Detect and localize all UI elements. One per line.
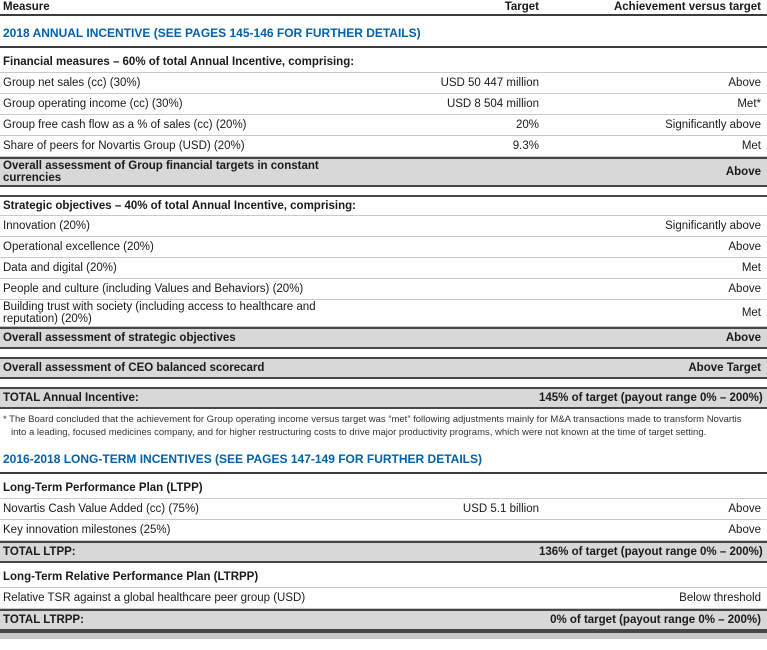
achievement-cell: Above	[728, 502, 761, 515]
target-cell: 20%	[515, 119, 539, 131]
measure-cell: Relative TSR against a global healthcare peer group (USD)	[3, 591, 306, 604]
measure-cell: Group operating income (cc) (30%)	[3, 98, 183, 110]
achievement-cell: 136% of target (payout range 0% – 200%)	[539, 545, 763, 558]
total-ltpp-row	[0, 541, 767, 563]
measure-cell: Key innovation milestones (25%)	[3, 523, 171, 536]
total-ltrpp-row	[0, 609, 767, 631]
achievement-cell: Above	[725, 166, 761, 178]
achievement-cell: Met	[741, 262, 761, 274]
target-cell: USD 5.1 billion	[462, 502, 539, 515]
total-annual-incentive-row	[0, 387, 767, 409]
measure-cell: Overall assessment of strategic objectives	[3, 332, 236, 344]
measure-cell: Overall assessment of Group financial targets in constant currencies	[3, 160, 319, 184]
group-label-text: Long-Term Performance Plan (LTPP)	[3, 481, 203, 494]
cutoff-next-row-strip	[0, 631, 767, 639]
achievement-cell: 0% of target (payout range 0% – 200%)	[550, 613, 761, 626]
group-label-ltrpp	[0, 567, 767, 588]
achievement-cell: Met	[741, 307, 761, 319]
measure-cell: Share of peers for Novartis Group (USD) (20%)	[3, 140, 245, 152]
group-label-text: Strategic objectives – 40% of total Annual Incentive, comprising:	[3, 200, 356, 212]
table-row	[0, 237, 767, 258]
measure-cell: Data and digital (20%)	[3, 262, 117, 274]
measure-cell: TOTAL LTRPP:	[3, 613, 84, 626]
column-header-target: Target	[504, 1, 539, 13]
overall-assessment-strategic-row	[0, 327, 767, 349]
measure-cell: TOTAL Annual Incentive:	[3, 392, 139, 404]
spacer	[0, 379, 767, 387]
table-row	[0, 588, 767, 609]
achievement-cell: Above Target	[688, 362, 761, 374]
table-row	[0, 520, 767, 541]
table-row	[0, 258, 767, 279]
achievement-cell: Above	[728, 283, 761, 295]
achievement-cell: Met	[741, 140, 761, 152]
column-header-measure: Measure	[3, 1, 50, 13]
achievement-cell: Significantly above	[665, 119, 761, 131]
spacer	[0, 349, 767, 357]
target-cell: USD 50 447 million	[440, 77, 539, 89]
achievement-cell: Above	[728, 523, 761, 536]
achievement-cell: Significantly above	[665, 220, 761, 232]
achievement-cell: Below threshold	[679, 591, 761, 604]
overall-assessment-financial-row	[0, 157, 767, 187]
measure-cell: Overall assessment of CEO balanced scorecard	[3, 362, 265, 374]
achievement-cell: Above	[725, 332, 761, 344]
spacer	[0, 187, 767, 195]
overall-assessment-ceo-row	[0, 357, 767, 379]
achievement-cell: Above	[728, 241, 761, 253]
table-row	[0, 115, 767, 136]
table-row	[0, 94, 767, 115]
section-title-long-term-incentives: 2016-2018 LONG-TERM INCENTIVES (SEE PAGES 147-149 FOR FURTHER DETAILS)	[0, 446, 767, 474]
measure-cell: Innovation (20%)	[3, 220, 90, 232]
measure-cell: Operational excellence (20%)	[3, 241, 154, 253]
table-row	[0, 73, 767, 94]
table-row	[0, 279, 767, 300]
achievement-cell: Met*	[737, 98, 761, 110]
achievement-cell: 145% of target (payout range 0% – 200%)	[539, 392, 763, 404]
group-label-financial-measures	[0, 52, 767, 73]
measure-cell: TOTAL LTPP:	[3, 545, 76, 558]
section-title-annual-incentive: 2018 ANNUAL INCENTIVE (SEE PAGES 145-146 FOR FURTHER DETAILS)	[0, 20, 767, 48]
measure-cell: Group free cash flow as a % of sales (cc) (20%)	[3, 119, 247, 131]
table-row	[0, 300, 767, 327]
group-label-ltpp	[0, 478, 767, 499]
footnote: * The Board concluded that the achievement for Group operating income versus target was “met” following adjustments mainly for M&A transactions made to transform Novartis into a leading, focused medicines company, and for higher restructuring costs to drive major productivity programs, which were not known at the time of target setting.	[3, 414, 742, 438]
measure-cell: Building trust with society (including access to healthcare and reputation) (20%)	[3, 301, 316, 325]
group-label-text: Financial measures – 60% of total Annual Incentive, comprising:	[3, 56, 355, 68]
table-row	[0, 216, 767, 237]
measure-cell: People and culture (including Values and Behaviors) (20%)	[3, 283, 304, 295]
group-label-text: Long-Term Relative Performance Plan (LTRPP)	[3, 570, 259, 583]
table-row	[0, 136, 767, 157]
target-cell: USD 8 504 million	[446, 98, 539, 110]
column-header-achievement: Achievement versus target	[613, 1, 761, 13]
measure-cell: Novartis Cash Value Added (cc) (75%)	[3, 502, 200, 515]
achievement-cell: Above	[728, 77, 761, 89]
measure-cell: Group net sales (cc) (30%)	[3, 77, 141, 89]
target-cell: 9.3%	[512, 140, 539, 152]
group-label-strategic-objectives	[0, 195, 767, 216]
table-header-row	[0, 0, 767, 16]
table-row	[0, 499, 767, 520]
